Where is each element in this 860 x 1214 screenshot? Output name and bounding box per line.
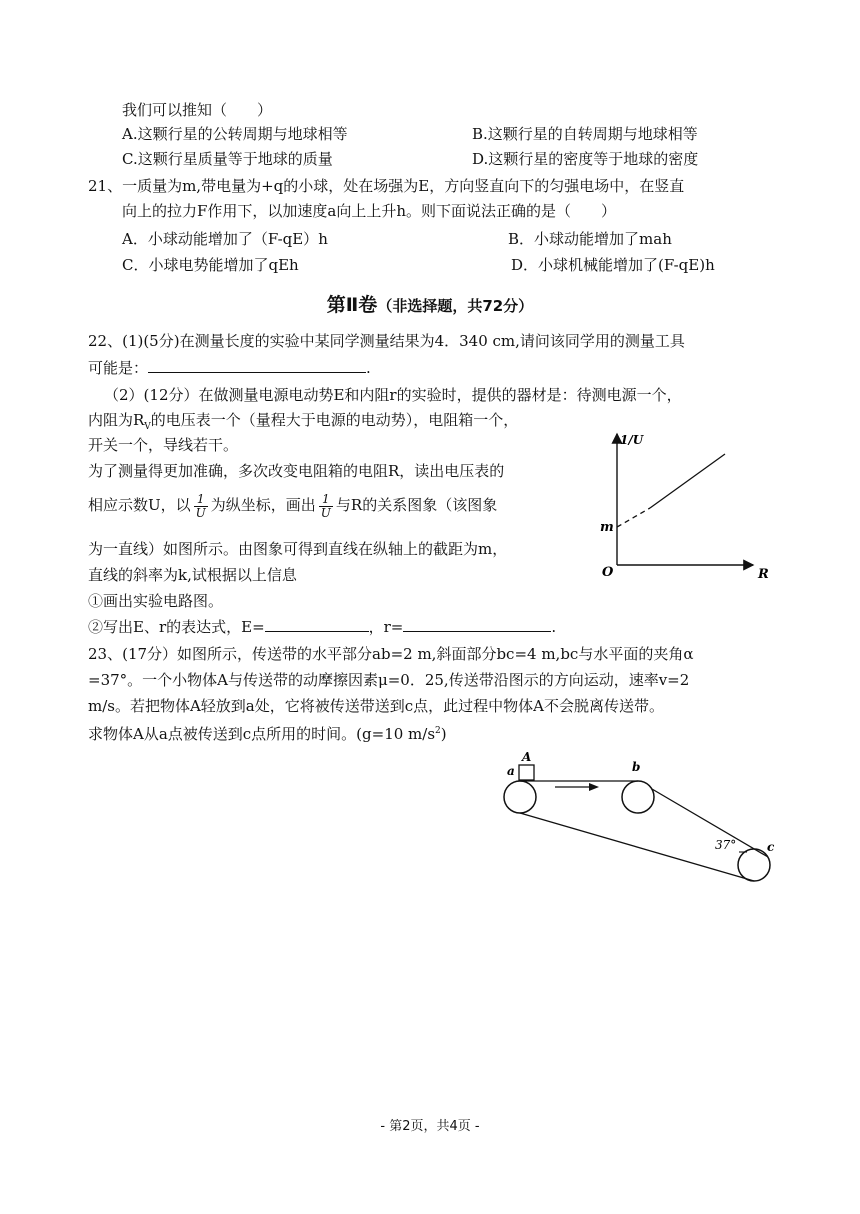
x-axis-label: R xyxy=(758,567,769,582)
belt-top-incline xyxy=(652,789,768,857)
fraction-1-over-u-2 xyxy=(319,493,333,520)
label-point-a: a xyxy=(507,764,515,778)
answer-blank-e[interactable] xyxy=(265,617,369,632)
label-angle: 37° xyxy=(715,838,737,852)
q22-part2-line3: 开关一个，导线若干。 xyxy=(88,436,239,454)
direction-arrowhead xyxy=(589,783,599,791)
fraction-1-over-u xyxy=(194,493,208,520)
answer-blank-tool[interactable] xyxy=(148,358,366,373)
label-point-b: b xyxy=(632,760,641,774)
q22-part1-suffix: . xyxy=(366,359,371,377)
q22-expression-e-label: ②写出E、r的表达式，E= xyxy=(88,618,265,636)
q23-superscript: 2 xyxy=(435,726,441,736)
q20-stem: 我们可以推知（ ） xyxy=(122,101,273,119)
q22-part2-line5 xyxy=(88,490,497,524)
q20-option-b: B.这颗行星的自转周期与地球相等 xyxy=(472,125,698,143)
pulley-b xyxy=(622,781,654,813)
q21-option-a: A．小球动能增加了（F-qE）h xyxy=(122,230,328,248)
answer-blank-r[interactable] xyxy=(403,617,551,632)
q23-line3: m/s。若把物体A轻放到a处，它将被传送带送到c点，此过程中物体A不会脱离传送带。 xyxy=(88,697,664,715)
q20-option-d: D.这颗行星的密度等于地球的密度 xyxy=(472,150,699,168)
inverse-voltage-graph xyxy=(590,420,780,590)
q22-part2-line2 xyxy=(88,410,518,437)
q22-part1-prefix: 可能是： xyxy=(88,359,149,377)
q22-part2-line2-b: 的电压表一个（量程大于电源的电动势），电阻箱一个， xyxy=(150,411,519,429)
fraction-denominator: U xyxy=(195,505,206,520)
q22-part2-line1: （2）(12分）在做测量电源电动势E和内阻r的实验时，提供的器材是：待测电源一个， xyxy=(104,386,682,404)
section-title-main: 第Ⅱ卷 xyxy=(326,294,378,316)
q20-option-a: A.这颗行星的公转周期与地球相等 xyxy=(122,125,348,143)
q22-part2-line8: ①画出实验电路图。 xyxy=(88,592,224,610)
q23-line2: =37°。一个小物体A与传送带的动摩擦因素μ=0．25,传送带沿图示的方向运动，速率v=2 xyxy=(88,671,690,689)
intercept-label: m xyxy=(600,520,614,535)
q22-part2-line5-b: 为纵坐标，画出 xyxy=(210,496,316,514)
q22-part2-line2-a: 内阻为R xyxy=(88,411,145,429)
conveyor-belt-diagram xyxy=(495,745,785,890)
page-footer: - 第2页，共4页 - xyxy=(380,1119,480,1134)
q22-expression-end: . xyxy=(551,618,557,636)
q21-option-d: D．小球机械能增加了(F-qE)h xyxy=(511,256,715,274)
q21-stem-line1: 21、一质量为m,带电量为+q的小球，处在场强为E，方向竖直向下的匀强电场中，在竖直 xyxy=(88,177,685,195)
block-a xyxy=(519,765,534,780)
q21-option-b: B．小球动能增加了mah xyxy=(508,230,672,248)
extrapolated-line xyxy=(617,508,650,527)
q22-expression-r-label: ，r= xyxy=(368,618,404,636)
section-title-sub: （非选择题，共72分） xyxy=(377,297,534,315)
q22-subscript-v: V xyxy=(144,422,151,432)
y-axis-label: 1/U xyxy=(620,433,644,447)
q21-option-c: C．小球电势能增加了qEh xyxy=(122,256,299,274)
q23-line4-a: 求物体A从a点被传送到c点所用的时间。(g=10 m/s xyxy=(88,725,436,743)
q22-part2-line9 xyxy=(88,617,556,637)
q22-part2-line5-c: 与R的关系图象（该图象 xyxy=(335,496,498,514)
data-line xyxy=(650,454,725,508)
q22-part2-line4: 为了测量得更加准确，多次改变电阻箱的电阻R，读出电压表的 xyxy=(88,462,505,480)
q23-line1: 23、(17分）如图所示，传送带的水平部分ab=2 m,斜面部分bc=4 m,bc与水平面的夹角α xyxy=(88,645,694,663)
q22-part2-line7: 直线的斜率为k,试根据以上信息 xyxy=(88,566,297,584)
label-block-a: A xyxy=(522,750,532,764)
pulley-c xyxy=(738,849,770,881)
section-title xyxy=(0,290,860,317)
q21-stem-line2: 向上的拉力F作用下，以加速度a向上上升h。则下面说法正确的是（ ） xyxy=(122,202,617,220)
q22-part1-line1: 22、(1)(5分)在测量长度的实验中某同学测量结果为4．340 cm,请问该同学用的测量工具 xyxy=(88,332,685,350)
fraction-denominator: U xyxy=(320,505,331,520)
q20-option-c: C.这颗行星质量等于地球的质量 xyxy=(122,150,333,168)
q23-line4 xyxy=(88,721,447,744)
pulley-a xyxy=(504,781,536,813)
origin-label: O xyxy=(602,565,614,580)
q23-line4-b: ) xyxy=(440,725,447,743)
q22-part2-line6: 为一直线）如图所示。由图象可得到直线在纵轴上的截距为m， xyxy=(88,540,508,558)
q22-part2-line5-a: 相应示数U，以 xyxy=(88,496,191,514)
fraction-numerator: 1 xyxy=(194,493,208,507)
fraction-numerator: 1 xyxy=(319,493,333,507)
q22-part1-line2 xyxy=(88,358,371,378)
label-point-c: c xyxy=(767,840,775,854)
